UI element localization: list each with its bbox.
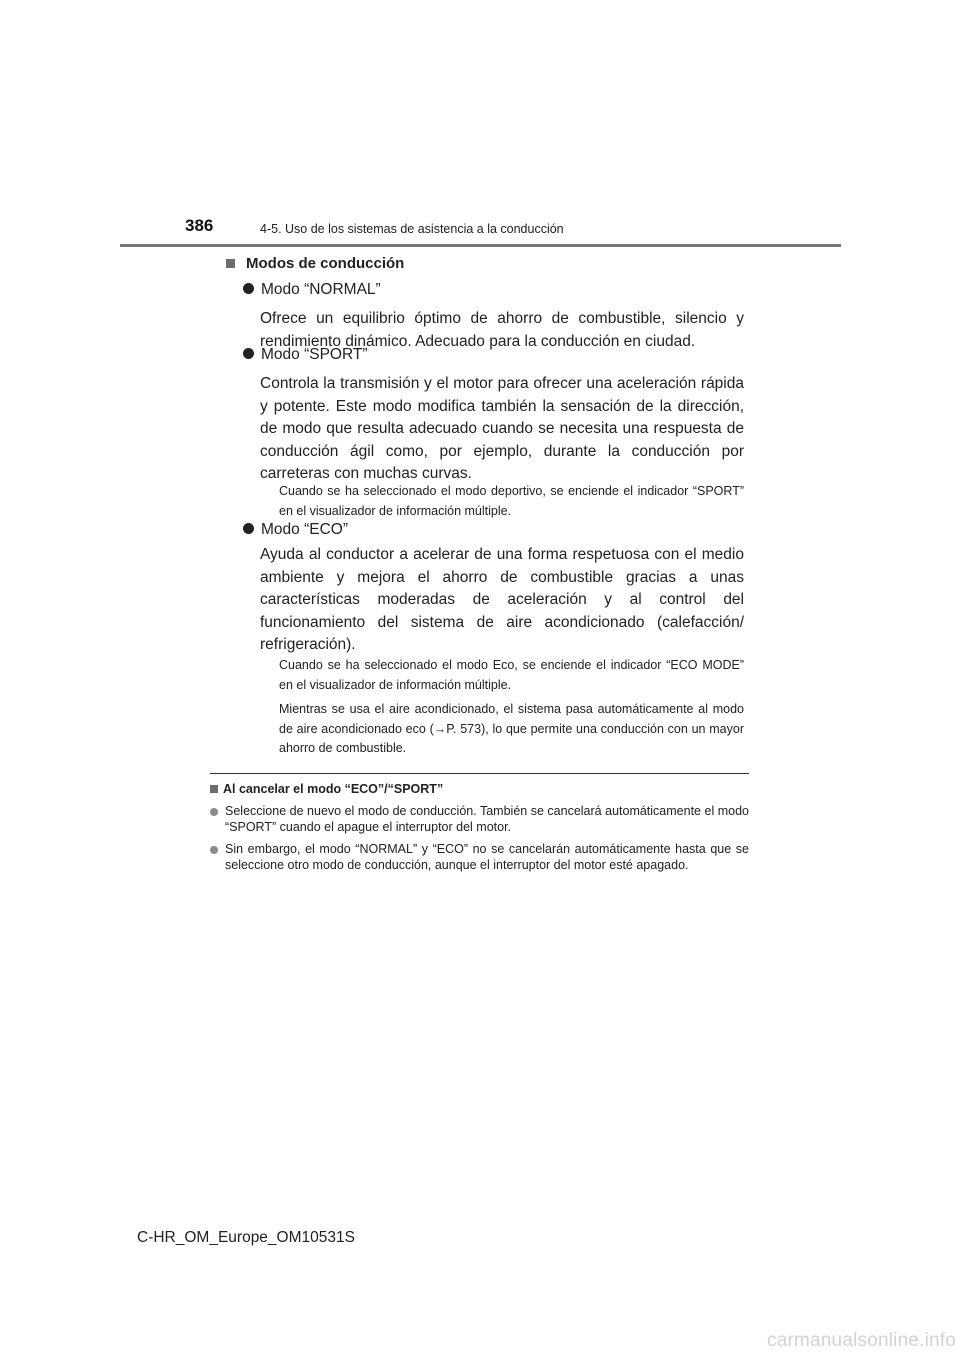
mode-sport-note: Cuando se ha seleccionado el modo deportivo, se enciende el indicador “SPORT” en el visualizador de información múltiple. — [279, 484, 744, 518]
watermark: carmanualsonline.info — [767, 1330, 957, 1351]
driving-modes-heading — [226, 255, 404, 272]
cancel-bullet-1-text: Seleccione de nuevo el modo de conducción. También se cancelará automáticamente el modo “SPORT” cuando el apague el interruptor del motor. — [225, 804, 749, 834]
header-divider — [120, 244, 841, 247]
round-bullet-icon — [210, 846, 218, 854]
square-bullet-icon — [226, 259, 235, 268]
mode-sport-description: Controla la transmisión y el motor para ofrecer una aceleración rápida y potente. Este modo modifica también la sensación de la dirección, de modo que resulta adecuado cuando se necesita una respuesta de conducción ágil como, por ejemplo, durante la conducción por carreteras con muchas curvas. — [260, 375, 744, 483]
document-code: C-HR_OM_Europe_OM10531S — [137, 1229, 355, 1246]
round-bullet-icon — [243, 348, 254, 359]
mode-normal-title — [243, 281, 381, 299]
round-bullet-icon — [243, 523, 254, 534]
round-bullet-icon — [210, 808, 218, 816]
mode-eco-title-text: Modo “ECO” — [261, 521, 348, 538]
mode-eco-title — [243, 521, 348, 539]
mode-normal-description: Ofrece un equilibrio óptimo de ahorro de combustible, silencio y rendimiento dinámico. Adecuado para la conducción en ciudad. — [260, 310, 744, 350]
mode-eco-note-1: Cuando se ha seleccionado el modo Eco, se enciende el indicador “ECO MODE” en el visualizador de información múltiple. — [279, 658, 744, 692]
mode-eco-note-2: Mientras se usa el aire acondicionado, el sistema pasa automáticamente al modo de aire acondicionado eco (→P. 573), lo que permite una conducción con un mayor ahorro de combustible. — [279, 702, 744, 755]
cancel-section-heading — [210, 782, 443, 796]
section-title: 4-5. Uso de los sistemas de asistencia a la conducción — [260, 222, 564, 236]
mode-sport-title — [243, 346, 368, 364]
section-divider — [210, 773, 749, 774]
cancel-bullet-1 — [210, 804, 749, 835]
cancel-bullet-2 — [210, 842, 749, 873]
mode-normal-title-text: Modo “NORMAL” — [261, 281, 381, 298]
mode-eco-description: Ayuda al conductor a acelerar de una forma respetuosa con el medio ambiente y mejora el ahorro de combustible gracias a unas características moderadas de aceleración y al control del funcionamiento del sistema de aire acondicionado (calefacción/ refrigeración). — [260, 546, 744, 654]
square-bullet-icon — [210, 785, 218, 793]
cancel-bullet-2-text: Sin embargo, el modo “NORMAL” y “ECO” no se cancelarán automáticamente hasta que se seleccione otro modo de conducción, aunque el interruptor del motor esté apagado. — [225, 842, 749, 872]
mode-sport-title-text: Modo “SPORT” — [261, 346, 368, 363]
driving-modes-heading-text: Modos de conducción — [246, 255, 405, 272]
round-bullet-icon — [243, 283, 254, 294]
cancel-section-heading-text: Al cancelar el modo “ECO”/“SPORT” — [223, 782, 444, 796]
page-number: 386 — [185, 216, 214, 235]
